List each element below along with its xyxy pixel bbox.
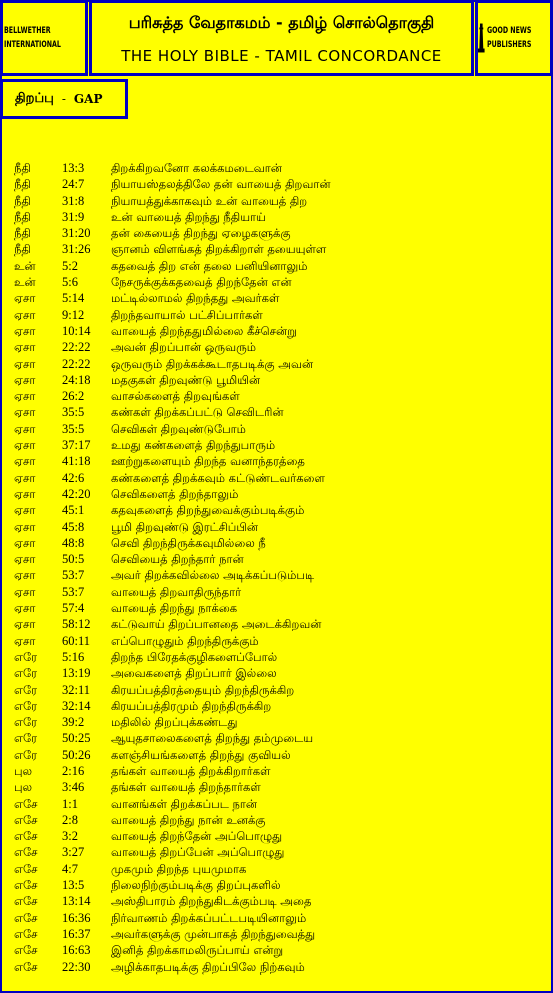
list-item: [14, 812, 544, 828]
entry-reference: 31:20: [62, 226, 91, 241]
headword-box: [0, 79, 128, 119]
entry-book: ஏசா: [14, 470, 36, 485]
entry-book: ஏசா: [14, 454, 36, 469]
entry-book: ஏசா: [14, 340, 36, 355]
entry-text: வாயைத் திறந்து நான் உனக்கு: [111, 812, 266, 827]
good-news-logo: [478, 13, 550, 63]
list-item: [14, 730, 544, 746]
entry-reference: 53:7: [62, 568, 85, 583]
entry-text: நிர்வாணம் திறக்கப்பட்டபடியினாலும்: [111, 910, 307, 925]
entry-reference: 45:8: [62, 519, 85, 534]
list-item: [14, 584, 544, 600]
entry-book: எரே: [14, 682, 38, 697]
entry-book: ஏசா: [14, 307, 36, 322]
list-item: [14, 241, 544, 257]
list-item: [14, 404, 544, 420]
list-item: [14, 698, 544, 714]
entry-text: அவர் திறக்கவில்லை அடிக்கப்படும்படி: [111, 568, 315, 583]
entry-reference: 53:7: [62, 584, 85, 599]
entry-text: வாயைத் திறந்தேன் அப்பொழுது: [111, 829, 283, 844]
entry-reference: 16:37: [62, 926, 91, 941]
list-item: [14, 209, 544, 225]
headword-english: GAP: [73, 92, 103, 106]
list-item: [14, 225, 544, 241]
entry-text: வாயைத் திறந்ததுமில்லை கீச்சென்று: [111, 323, 297, 338]
list-item: [14, 453, 544, 469]
entry-reference: 31:26: [62, 242, 91, 257]
entry-book: ஏசா: [14, 405, 36, 420]
entry-book: ஏசா: [14, 372, 36, 387]
concordance-list: [14, 160, 544, 975]
list-item: [14, 535, 544, 551]
entry-reference: 31:9: [62, 209, 85, 224]
entry-text: உன் வாயைத் திறந்து நீதியாய்: [111, 209, 266, 224]
entry-text: பூமி திறவுண்டு இரட்சிப்பின்: [111, 519, 258, 534]
entry-text: கதவைத் திற என் தலை பனியினாலும்: [111, 258, 308, 273]
list-item: [14, 551, 544, 567]
entry-text: மதிலில் திறப்புக்கண்டது: [111, 715, 238, 730]
entry-text: திறக்கிறவனோ கலக்கமடைவான்: [111, 161, 282, 175]
entry-reference: 41:18: [62, 454, 91, 469]
list-item: [14, 388, 544, 404]
title-panel: [89, 0, 474, 76]
list-item: [14, 258, 544, 274]
entry-text: அஸ்திபாரம் திறந்துகிடக்கும்படி அதை: [111, 894, 312, 909]
entry-text: திறந்த பிரேதக்குழிகளைப்போல்: [111, 649, 278, 664]
entry-book: எரே: [14, 747, 38, 762]
bellwether-logo: [3, 13, 85, 63]
entry-text: வாயைத் திறந்து நாக்கை: [111, 601, 238, 616]
entry-book: எசே: [14, 796, 38, 811]
list-item: [14, 486, 544, 502]
list-item: [14, 519, 544, 535]
entry-reference: 57:4: [62, 601, 85, 616]
entry-reference: 10:14: [62, 323, 91, 338]
entry-text: தங்கள் வாயைத் திறந்தார்கள்: [111, 780, 261, 795]
entry-book: எரே: [14, 715, 38, 730]
entry-text: வானங்கள் திறக்கப்பட நான்: [111, 796, 258, 811]
list-item: [14, 470, 544, 486]
list-item: [14, 747, 544, 763]
entry-book: நீதி: [14, 209, 31, 224]
entry-reference: 35:5: [62, 405, 85, 420]
entry-book: ஏசா: [14, 519, 36, 534]
entry-reference: 16:63: [62, 943, 91, 958]
entry-reference: 60:11: [62, 633, 91, 648]
entry-book: எசே: [14, 878, 38, 893]
entry-book: எரே: [14, 649, 38, 664]
entry-text: செவிகளைத் திறந்தாலும்: [111, 486, 239, 501]
entry-text: செவிகள் திறவுண்டுபோம்: [111, 421, 246, 436]
list-item: [14, 616, 544, 632]
entry-book: ஏசா: [14, 291, 36, 306]
entry-book: நீதி: [14, 161, 31, 175]
entry-book: ஏசா: [14, 438, 36, 453]
entry-book: எசே: [14, 894, 38, 909]
entry-text: உமது கண்களைத் திறந்துபாரும்: [111, 438, 276, 453]
entry-reference: 2:16: [62, 763, 85, 778]
entry-book: ஏசா: [14, 389, 36, 404]
entry-reference: 58:12: [62, 617, 91, 632]
list-item: [14, 633, 544, 649]
entry-book: நீதி: [14, 242, 31, 257]
list-item: [14, 714, 544, 730]
entry-text: செவியைத் திறந்தார் நான்: [111, 552, 244, 567]
entry-book: ஏசா: [14, 486, 36, 501]
entry-reference: 45:1: [62, 503, 85, 518]
list-item: [14, 176, 544, 192]
list-item: [14, 600, 544, 616]
list-item: [14, 193, 544, 209]
entry-reference: 26:2: [62, 389, 85, 404]
entry-text: அவைகளைத் திறப்பார் இல்லை: [111, 666, 277, 681]
entry-book: ஏசா: [14, 568, 36, 583]
entry-text: தன் கையைத் திறந்து ஏழைகளுக்கு: [111, 226, 291, 241]
list-item: [14, 307, 544, 323]
list-item: [14, 844, 544, 860]
list-item: [14, 290, 544, 306]
entry-book: எசே: [14, 861, 38, 876]
entry-text: நிலைநிற்கும்படிக்கு திறப்புகளில்: [111, 878, 281, 893]
entry-text: ஒருவரும் திறக்கக்கூடாதபடிக்கு அவன்: [111, 356, 314, 371]
entry-text: களஞ்சியங்களைத் திறந்து குவியல்: [111, 747, 291, 762]
list-item: [14, 356, 544, 372]
list-item: [14, 372, 544, 388]
entry-book: எரே: [14, 698, 38, 713]
entry-reference: 3:27: [62, 845, 85, 860]
logo-left-line1: BELLWETHER: [4, 26, 51, 36]
entry-text: மட்டில்லாமல் திறந்தது அவர்கள்: [111, 291, 280, 306]
entry-book: நீதி: [14, 226, 31, 241]
entry-text: திறந்தவாயால் பட்சிப்பார்கள்: [111, 307, 263, 322]
entry-text: ஆயுதசாலைகளைத் திறந்து தம்முடைய: [111, 731, 314, 746]
list-item: [14, 893, 544, 909]
entry-reference: 39:2: [62, 715, 85, 730]
list-item: [14, 323, 544, 339]
entry-text: கதவுகளைத் திறந்துவைக்கும்படிக்கும்: [111, 503, 305, 518]
list-item: [14, 502, 544, 518]
entry-reference: 13:19: [62, 666, 91, 681]
list-item: [14, 339, 544, 355]
headword-tamil: திறப்பு: [15, 91, 54, 106]
entry-reference: 2:8: [62, 812, 78, 827]
publisher-logo-left: [0, 0, 88, 76]
list-item: [14, 274, 544, 290]
entry-book: உன்: [14, 258, 36, 273]
entry-text: எப்பொழுதும் திறந்திருக்கும்: [111, 633, 259, 648]
entry-text: அவன் திறப்பான் ஒருவரும்: [111, 340, 256, 355]
entry-text: கிரயப்பத்திரமும் திறந்திருக்கிற: [111, 698, 272, 713]
entry-reference: 50:25: [62, 731, 91, 746]
entry-reference: 22:30: [62, 959, 91, 974]
entry-book: ஏசா: [14, 323, 36, 338]
entry-text: செவி திறந்திருக்கவுமில்லை நீ: [111, 535, 266, 550]
entry-reference: 13:3: [62, 161, 85, 175]
title-english: THE HOLY BIBLE - TAMIL CONCORDANCE: [121, 47, 442, 65]
entry-book: எசே: [14, 926, 38, 941]
entry-reference: 32:14: [62, 698, 91, 713]
entry-text: அவர்களுக்கு முன்பாகத் திறந்துவைத்து: [111, 926, 316, 941]
list-item: [14, 567, 544, 583]
entry-book: புல: [14, 763, 33, 778]
headword-separator: -: [61, 92, 66, 106]
list-item: [14, 959, 544, 975]
list-item: [14, 942, 544, 958]
entry-text: ஞானம் விளங்கத் திறக்கிறாள் தயையுள்ள: [111, 242, 327, 257]
entry-reference: 37:17: [62, 438, 91, 453]
entry-book: ஏசா: [14, 503, 36, 518]
entry-text: வாயைத் திறவாதிருந்தார்: [111, 584, 242, 599]
entry-reference: 35:5: [62, 421, 85, 436]
entry-reference: 5:16: [62, 649, 85, 664]
tower-logo-icon: [478, 16, 485, 60]
entry-reference: 16:36: [62, 910, 91, 925]
entry-reference: 13:14: [62, 894, 91, 909]
entry-book: ஏசா: [14, 601, 36, 616]
entry-reference: 4:7: [62, 861, 78, 876]
entry-reference: 31:8: [62, 193, 85, 208]
entry-book: ஏசா: [14, 584, 36, 599]
entry-book: எரே: [14, 666, 38, 681]
list-item: [14, 649, 544, 665]
entry-book: எசே: [14, 829, 38, 844]
entry-book: எசே: [14, 943, 38, 958]
entry-book: உன்: [14, 275, 36, 290]
entry-reference: 50:5: [62, 552, 85, 567]
entry-book: ஏசா: [14, 617, 36, 632]
entry-reference: 24:18: [62, 372, 91, 387]
list-item: [14, 828, 544, 844]
list-item: [14, 421, 544, 437]
entry-reference: 42:6: [62, 470, 85, 485]
list-item: [14, 861, 544, 877]
entry-reference: 3:2: [62, 829, 78, 844]
entry-text: முகமும் திறந்த புயமுமாக: [111, 861, 247, 876]
entry-book: புல: [14, 780, 33, 795]
entry-book: ஏசா: [14, 552, 36, 567]
list-item: [14, 682, 544, 698]
list-item: [14, 665, 544, 681]
entry-reference: 5:2: [62, 258, 78, 273]
entry-reference: 3:46: [62, 780, 85, 795]
list-item: [14, 926, 544, 942]
entry-book: எசே: [14, 910, 38, 925]
entry-book: நீதி: [14, 177, 31, 192]
entry-book: நீதி: [14, 193, 31, 208]
logo-left-line2: INTERNATIONAL: [4, 40, 62, 50]
entry-text: கண்கள் திறக்கப்பட்டு செவிடரின்: [111, 405, 284, 420]
list-item: [14, 437, 544, 453]
entry-text: மதகுகள் திறவுண்டு பூமியின்: [111, 372, 261, 387]
entry-reference: 1:1: [62, 796, 78, 811]
entry-reference: 50:26: [62, 747, 91, 762]
list-item: [14, 796, 544, 812]
list-item: [14, 910, 544, 926]
title-tamil: பரிசுத்த வேதாகமம் - தமிழ் சொல்தொகுதி: [128, 13, 435, 32]
entry-text: தங்கள் வாயைத் திறக்கிறார்கள்: [111, 763, 271, 778]
entry-text: இனித் திறக்காமலிருப்பாய் என்று: [111, 943, 284, 958]
entry-reference: 22:22: [62, 356, 91, 371]
list-item: [14, 779, 544, 795]
list-item: [14, 763, 544, 779]
entry-book: ஏசா: [14, 535, 36, 550]
entry-book: எசே: [14, 845, 38, 860]
list-item: [14, 877, 544, 893]
list-item: [14, 160, 544, 176]
entry-reference: 5:6: [62, 275, 78, 290]
entry-reference: 32:11: [62, 682, 91, 697]
entry-reference: 9:12: [62, 307, 85, 322]
entry-text: ஊற்றுகளையும் திறந்த வனாந்தரத்தை: [111, 454, 305, 469]
entry-book: எரே: [14, 731, 38, 746]
entry-book: ஏசா: [14, 633, 36, 648]
entry-text: வாசல்களைத் திறவுங்கள்: [111, 389, 240, 404]
entry-reference: 42:20: [62, 486, 91, 501]
entry-reference: 48:8: [62, 535, 85, 550]
entry-text: அழிக்காதபடிக்கு திறப்பிலே நிற்கவும்: [111, 959, 305, 974]
entry-reference: 24:7: [62, 177, 85, 192]
entry-reference: 5:14: [62, 291, 85, 306]
logo-right-line2: PUBLISHERS: [486, 40, 531, 50]
logo-right-line1: GOOD NEWS: [486, 26, 531, 36]
entry-reference: 22:22: [62, 340, 91, 355]
entry-text: நியாயஸ்தலத்திலே தன் வாயைத் திறவான்: [111, 177, 331, 192]
entry-book: எசே: [14, 959, 38, 974]
entry-book: ஏசா: [14, 421, 36, 436]
entry-text: நேசருக்குக்கதவைத் திறந்தேன் என்: [111, 275, 292, 290]
entry-text: நியாயத்துக்காகவும் உன் வாயைத் திற: [111, 193, 308, 208]
publisher-logo-right: [475, 0, 553, 76]
entry-book: ஏசா: [14, 356, 36, 371]
entry-reference: 13:5: [62, 878, 85, 893]
entry-text: கட்டுவாய் திறப்பானதை அடைக்கிறவன்: [111, 617, 322, 632]
entry-text: வாயைத் திறப்பேன் அப்பொழுது: [111, 845, 285, 860]
entry-text: கண்களைத் திறக்கவும் கட்டுண்டவர்களை: [111, 470, 325, 485]
entry-book: எசே: [14, 812, 38, 827]
entry-text: கிரயப்பத்திரத்தையும் திறந்திருக்கிற: [111, 682, 295, 697]
